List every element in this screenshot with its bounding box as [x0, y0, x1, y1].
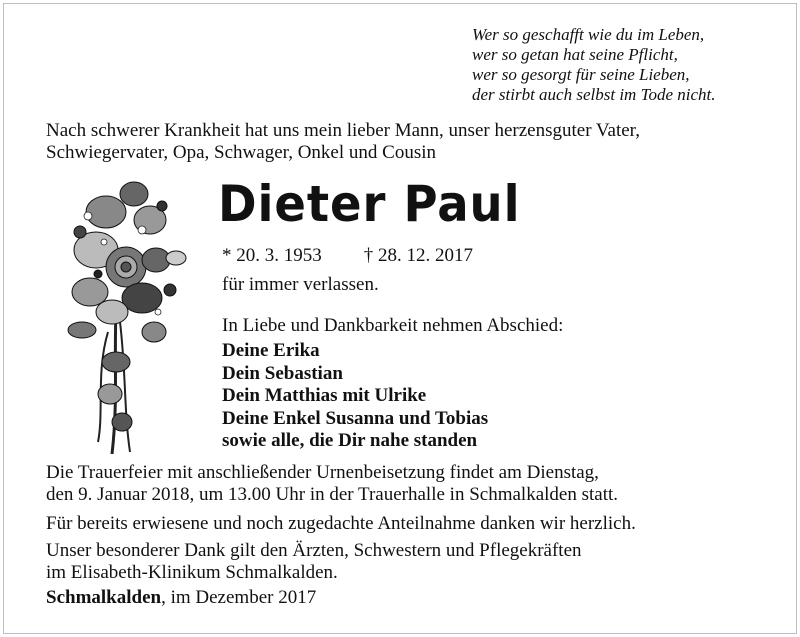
death-date: † 28. 12. 2017 [363, 245, 473, 266]
birth-date: * 20. 3. 1953 [222, 245, 322, 266]
mourner-line: sowie alle, die Dir nahe standen [222, 430, 478, 451]
mourners-list [222, 340, 488, 453]
thanks-medical [46, 540, 582, 584]
intro-text [46, 120, 766, 164]
left-phrase: für immer verlassen. [222, 274, 379, 295]
mourner-line: Deine Enkel Susanna und Tobias [222, 407, 489, 429]
thanks-line: im Elisabeth-Klinikum Schmalkalden. [46, 562, 338, 583]
memorial-poem [472, 25, 772, 105]
mourner-line: Dein Sebastian [222, 362, 343, 384]
flower-bouquet-icon [46, 172, 196, 457]
thanks-line: Unser besonderer Dank gilt den Ärzten, Schwestern und Pflegekräften [46, 540, 582, 561]
funeral-line: den 9. Januar 2018, um 13.00 Uhr in der Trauerhalle in Schmalkalden statt. [46, 484, 619, 505]
deceased-name: Dieter Paul [218, 175, 521, 233]
place-and-date [46, 587, 316, 609]
closing-date: , im Dezember 2017 [161, 587, 317, 608]
intro-line: Schwiegervater, Opa, Schwager, Onkel und Cousin [46, 142, 436, 163]
poem-line: wer so gesorgt für seine Lieben, [472, 65, 690, 84]
mourner-line: Deine Erika [222, 340, 320, 361]
funeral-info [46, 462, 618, 506]
funeral-line: Die Trauerfeier mit anschließender Urnenbeisetzung findet am Dienstag, [46, 462, 599, 483]
life-dates [222, 245, 473, 267]
thanks-general: Für bereits erwiesene und noch zugedachte Anteilnahme danken wir herzlich. [46, 513, 636, 534]
poem-line: wer so getan hat seine Pflicht, [472, 45, 678, 64]
place-name: Schmalkalden [46, 587, 162, 608]
intro-line: Nach schwerer Krankheit hat uns mein lieber Mann, unser herzensguter Vater, [46, 120, 641, 141]
mourning-intro: In Liebe und Dankbarkeit nehmen Abschied: [222, 315, 564, 336]
mourner-line: Dein Matthias mit Ulrike [222, 385, 427, 406]
poem-line: Wer so geschafft wie du im Leben, [472, 25, 705, 44]
poem-line: der stirbt auch selbst im Tode nicht. [472, 85, 716, 104]
